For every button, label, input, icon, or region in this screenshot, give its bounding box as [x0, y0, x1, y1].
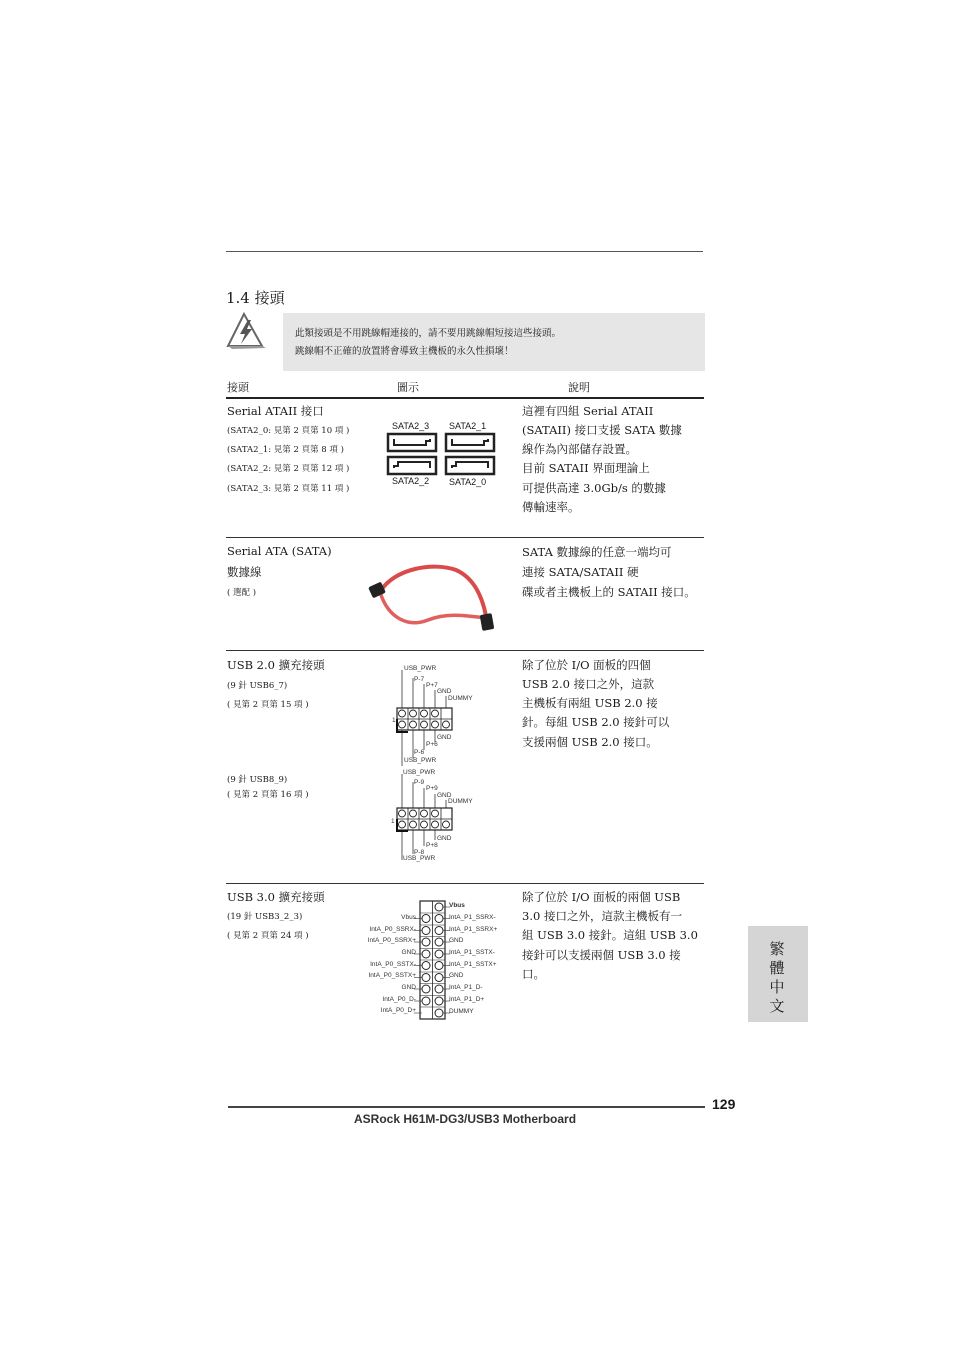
usb2-desc-5: 支援兩個 USB 2.0 接口。	[522, 735, 658, 749]
usb2-desc-2: USB 2.0 接口之外，這款	[522, 677, 655, 691]
usb2-h1-top-2: P+7	[426, 682, 438, 689]
usb3-right-0: Vbus	[449, 902, 465, 909]
language-side-tab-label: 繁體中文	[769, 940, 785, 1015]
sata-sub-1: (SATA2_0: 見第 2 頁第 10 項 )	[227, 426, 350, 436]
usb3-left-2: IntA_P0_SSRX+	[367, 937, 416, 944]
sata-desc-6: 傳輸速率。	[522, 500, 580, 514]
usb3-desc-3: 組 USB 3.0 接針。這組 USB 3.0	[522, 928, 698, 942]
usb2-h2-bot-3: USB_PWR	[403, 855, 436, 862]
header-connector: 接頭	[227, 381, 249, 394]
usb3-left-3: GND	[401, 949, 416, 956]
usb2-desc-3: 主機板有兩組 USB 2.0 接	[522, 696, 658, 710]
sata-desc-5: 可提供高達 3.0Gb/s 的數據	[522, 481, 666, 495]
cable-sub: ( 選配 )	[227, 588, 257, 598]
usb2-h2-bot-1: P+8	[426, 842, 438, 849]
sata-label-tl: SATA2_3	[392, 421, 430, 431]
section-title: 1.4 接頭	[226, 289, 285, 307]
usb3-left-7: IntA_P0_D-	[382, 996, 416, 1003]
usb3-left-1: IntA_P0_SSRX-	[369, 926, 416, 933]
cable-desc-3: 碟或者主機板上的 SATAII 接口。	[522, 585, 696, 599]
usb3-name: USB 3.0 擴充接頭	[227, 890, 325, 904]
usb3-sub-1: (19 針 USB3_2_3)	[227, 912, 303, 922]
usb2-name: USB 2.0 擴充接頭	[227, 658, 325, 672]
language-side-tab	[748, 926, 808, 1022]
sata-label-tr: SATA2_1	[449, 421, 487, 431]
usb2-sub-2: ( 見第 2 頁第 15 項 )	[227, 700, 309, 710]
usb2-h2-pin1: 1	[391, 818, 395, 825]
usb3-right-3: GND	[449, 937, 464, 944]
usb2-h2-top-2: P+9	[426, 785, 438, 792]
usb2-h1-bot-1: P+6	[426, 741, 438, 748]
page-number: 129	[712, 1096, 736, 1112]
sata-connectors-diagram	[386, 432, 496, 476]
usb3-right-1: IntA_P1_SSRX-	[449, 914, 496, 921]
usb3-right-9: DUMMY	[449, 1008, 474, 1015]
row-rule-2	[226, 650, 704, 651]
usb2-h1-bot-0: GND	[437, 734, 452, 741]
usb2-h1-bot-2: P-6	[414, 749, 425, 756]
usb3-desc-5: 口。	[522, 967, 545, 981]
usb3-right-5: IntA_P1_SSTX+	[449, 961, 497, 968]
usb3-left-4: IntA_P0_SSTX-	[370, 961, 416, 968]
cable-desc-1: SATA 數據線的任意一端均可	[522, 545, 672, 559]
cable-name-2: 數據線	[227, 565, 262, 579]
usb2-h2-top-4: DUMMY	[448, 798, 473, 805]
sata-label-br: SATA2_0	[449, 477, 487, 487]
caution-line-2: 跳線帽不正確的放置將會導致主機板的永久性損壞！	[295, 346, 514, 357]
sata-desc-4: 目前 SATAII 界面理論上	[522, 461, 650, 475]
sata-name: Serial ATAII 接口	[227, 404, 324, 418]
usb3-desc-2: 3.0 接口之外，這款主機板有一	[522, 909, 682, 923]
usb2-h1-pin1: 1	[392, 717, 396, 724]
sata-port-br	[446, 457, 494, 474]
usb3-sub-2: ( 見第 2 頁第 24 項 )	[227, 931, 309, 941]
sata-port-bl	[388, 457, 436, 474]
usb2-h2-top-1: P-9	[414, 779, 425, 786]
usb2-sub-1: (9 針 USB6_7)	[227, 681, 288, 691]
usb2-h2-top-0: USB_PWR	[403, 769, 436, 776]
sata-port-tl	[388, 434, 436, 451]
sata-desc-2: (SATAII) 接口支援 SATA 數據	[522, 423, 682, 437]
cable-name-1: Serial ATA (SATA)	[227, 544, 332, 558]
usb2-header-1-diagram	[394, 670, 454, 766]
usb2-h2-bot-2: P-8	[414, 849, 425, 856]
usb2-sub-4: ( 見第 2 頁第 16 項 )	[227, 790, 309, 800]
header-rule	[226, 397, 704, 399]
usb2-h1-top-3: GND	[437, 688, 452, 695]
usb3-right-4: IntA_P1_SSTX-	[449, 949, 495, 956]
usb2-header-2-diagram	[394, 774, 454, 864]
usb3-desc-1: 除了位於 I/O 面板的兩個 USB	[522, 890, 681, 904]
sata-sub-2: (SATA2_1: 見第 2 頁第 8 項 )	[227, 445, 344, 455]
usb3-left-0: Vbus	[401, 914, 416, 921]
usb2-h1-top-1: P-7	[414, 676, 425, 683]
sata-desc-1: 這裡有四組 Serial ATAII	[522, 404, 654, 418]
usb3-left-6: GND	[401, 984, 416, 991]
usb2-h1-bot-3: USB_PWR	[404, 757, 437, 764]
footer-product: ASRock H61M-DG3/USB3 Motherboard	[354, 1112, 577, 1126]
top-rule	[226, 251, 703, 252]
usb2-h1-top-0: USB_PWR	[404, 665, 437, 672]
row-rule-1	[226, 537, 704, 538]
usb2-sub-3: (9 針 USB8_9)	[227, 775, 288, 785]
usb3-right-7: IntA_P1_D-	[449, 984, 483, 991]
usb3-left-5: IntA_P0_SSTX+	[368, 972, 416, 979]
header-description: 說明	[568, 381, 590, 394]
usb2-desc-1: 除了位於 I/O 面板的四個	[522, 658, 651, 672]
usb3-left-8: IntA_P0_D+	[380, 1007, 416, 1014]
footer-rule	[228, 1106, 705, 1108]
header-figure: 圖示	[397, 381, 419, 394]
row-rule-3	[226, 883, 704, 884]
usb2-h2-top-3: GND	[437, 792, 452, 799]
sata-sub-3: (SATA2_2: 見第 2 頁第 12 項 )	[227, 464, 350, 474]
usb3-right-2: IntA_P1_SSRX+	[449, 926, 498, 933]
sata-sub-4: (SATA2_3: 見第 2 頁第 11 項 )	[227, 484, 350, 494]
sata-desc-3: 線作為內部儲存設置。	[522, 442, 637, 456]
caution-line-1: 此類接頭是不用跳線帽連接的，請不要用跳線帽短接這些接頭。	[295, 328, 562, 339]
usb2-h1-top-4: DUMMY	[448, 695, 473, 702]
usb3-header-diagram	[414, 900, 450, 1022]
caution-icon	[226, 312, 268, 350]
cable-desc-2: 連接 SATA/SATAII 硬	[522, 565, 639, 579]
usb3-right-8: IntA_P1_D+	[449, 996, 485, 1003]
usb2-desc-4: 針。每組 USB 2.0 接針可以	[522, 715, 670, 729]
sata-port-tr	[446, 434, 494, 451]
usb2-h2-bot-0: GND	[437, 835, 452, 842]
usb3-desc-4: 接針可以支援兩個 USB 3.0 接	[522, 948, 681, 962]
sata-label-bl: SATA2_2	[392, 476, 430, 486]
caution-note	[283, 313, 705, 371]
sata-cable-image	[364, 558, 504, 634]
usb3-right-6: GND	[449, 972, 464, 979]
